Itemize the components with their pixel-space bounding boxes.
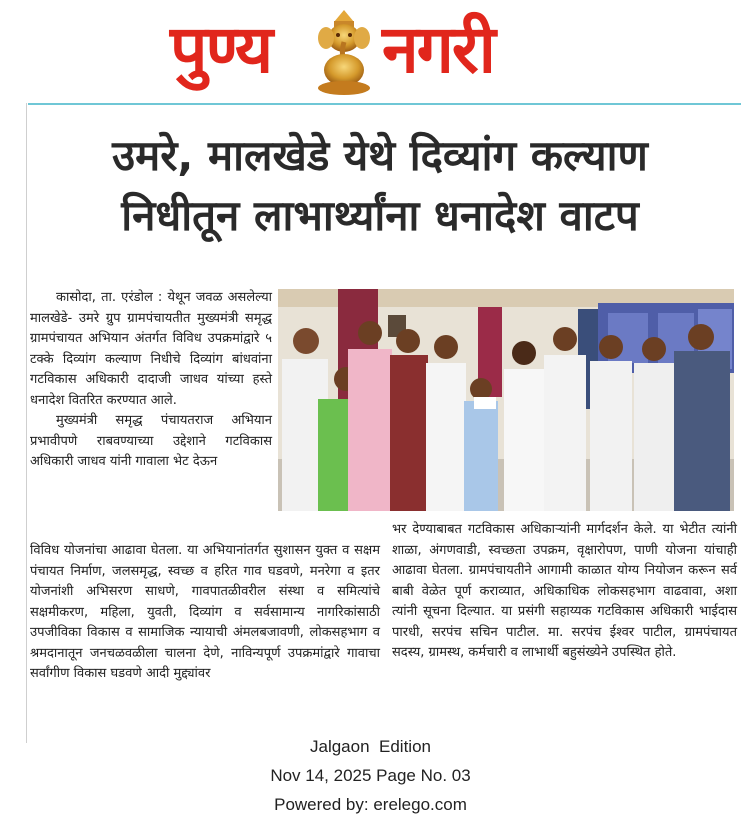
powered-by-label: Powered by: erelego.com xyxy=(274,795,467,814)
event-photo xyxy=(278,289,734,511)
masthead xyxy=(0,0,741,104)
ganesha-emblem-icon xyxy=(312,6,376,96)
article-headline xyxy=(30,126,730,246)
masthead-title-left: पुण्य xyxy=(170,11,272,88)
article-paragraph-4: भर देण्याबाबत गटविकास अधिकाऱ्यांनी मार्गदर्शन केले. या भेटीत त्यांनी शाळा, अंगणवाडी, स्वच्छता उपक्रम, वृक्षारोपण, पाणी योजना यांचाही आढावा घेतला. ग्रामपंचायतीने आगामी काळात योग्य नियोजन करून सर्व बाबी वेळेत पूर्ण कराव्यात, अधिकाधिक लोकसहभाग वाढवावा, अशा त्यांनी सूचना दिल्यात. या प्रसंगी सहाय्यक गटविकास अधिकारी भाईदास पारधी, सरपंच सचिन पाटील. मा. सरपंच ईश्वर पाटील, ग्रामपंचायत सदस्य, ग्रामस्थ, कर्मचारी व लाभार्थी बहुसंख्येने उपस्थित होते. xyxy=(392,522,737,660)
article-column-c xyxy=(392,520,737,664)
article-column-a xyxy=(30,288,272,473)
article-paragraph-1: कासोदा, ता. एरंडोल : येथून जवळ असलेल्या मालखेडे- उमरे ग्रुप ग्रामपंचायतीत मुख्यमंत्री समृद्ध ग्रामपंचायत अभियान अंतर्गत विविध उपक्रमांद्वारे ५ टक्के दिव्यांग कल्याण निधीचे दिव्यांग बांधवांना गटविकास अधिकारी दादाजी जाधव यांच्या हस्ते धनादेश वितरित करण्यात आले. xyxy=(30,290,272,408)
masthead-divider xyxy=(28,103,741,105)
edition-label: Jalgaon Edition xyxy=(310,737,431,756)
article-column-b xyxy=(30,541,380,685)
headline-line-2: निधीतून लाभार्थ्यांना धनादेश वाटप xyxy=(121,191,639,240)
article-paragraph-2: मुख्यमंत्री समृद्ध पंचायतराज अभियान प्रभावीपणे राबवण्याच्या उद्देशाने गटविकास अधिकारी जाधव यांनी गावाला भेट देऊन xyxy=(30,413,272,469)
article-paragraph-3: विविध योजनांचा आढावा घेतला. या अभियानांतर्गत सुशासन युक्त व सक्षम पंचायत निर्माण, जलसमृद्ध, स्वच्छ व हरित गाव घडवणे, मनरेगा व इतर योजनांशी अभिसरण साधणे, गावपातळीवरील संस्था व समित्यांचे सक्षमीकरण, महिला, युवती, दिव्यांग व सर्वसामान्य नागरिकांसाठी उपजीविका विकास व सामाजिक न्यायाची अंमलबजावणी, लोकसहभाग व श्रमदानातून जनचळवळीला चालना देणे, नाविन्यपूर्ण उपक्रमांद्वारे गावाचा सर्वांगीण विकास घडवणे आदी मुद्द्यांवर xyxy=(30,543,380,681)
date-page-label: Nov 14, 2025 Page No. 03 xyxy=(270,766,471,785)
masthead-title-right: नगरी xyxy=(382,11,494,88)
column-margin-line xyxy=(26,103,27,743)
headline-line-1: उमरे, मालखेडे येथे दिव्यांग कल्याण xyxy=(112,131,648,180)
